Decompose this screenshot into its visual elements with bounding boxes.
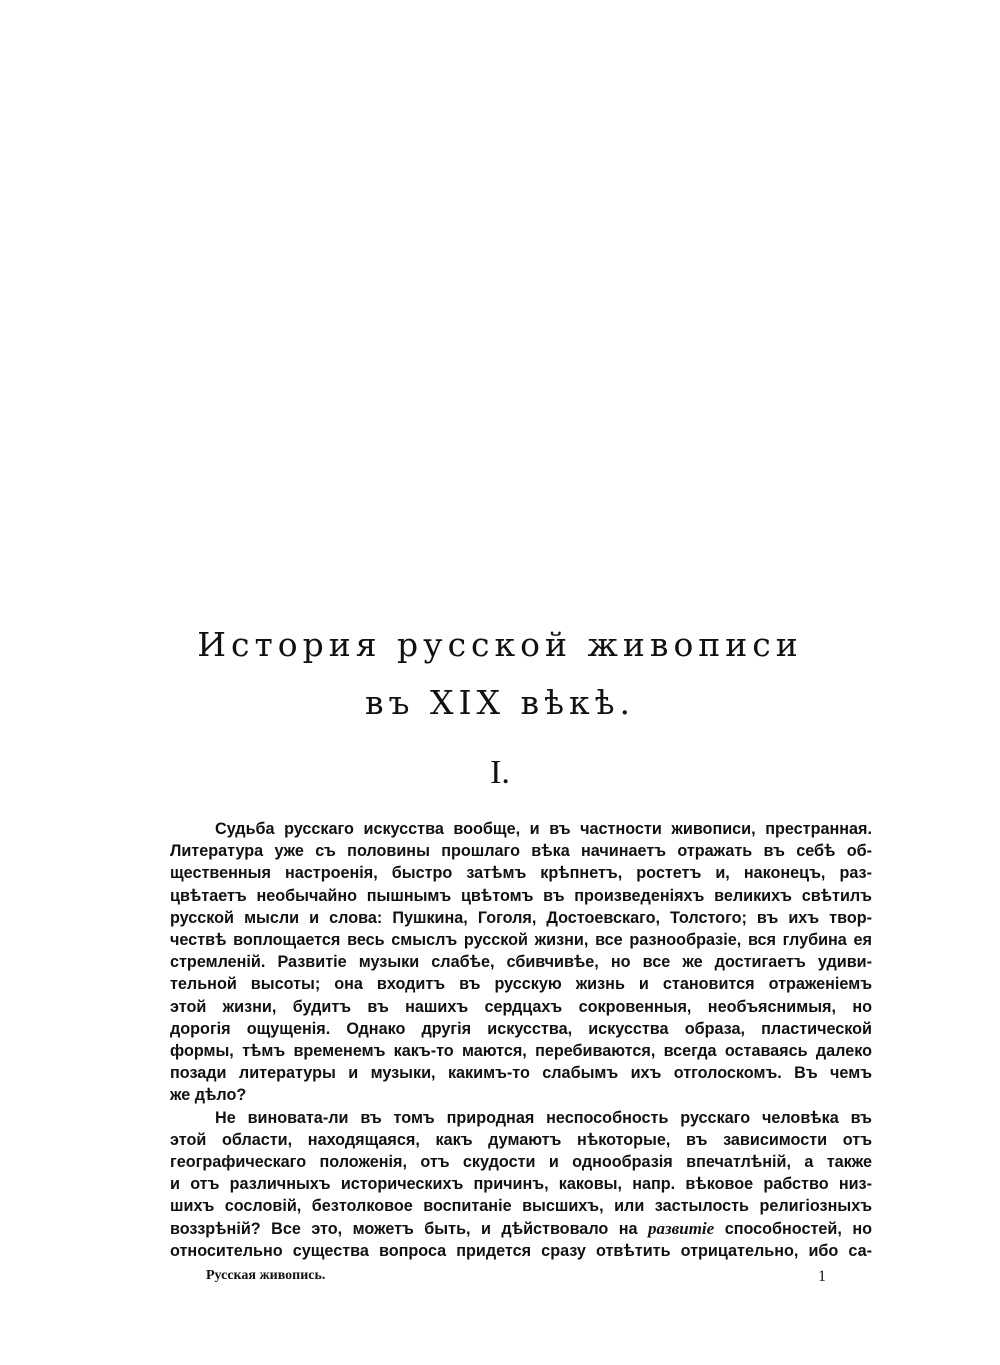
text-line: Не виновата-ли въ томъ природная неспособность русскаго человѣка въ	[215, 1108, 872, 1127]
running-footer-title: Русская живопись.	[206, 1268, 326, 1283]
text-line: цвѣтаетъ необычайно пышнымъ цвѣтомъ въ произведеніяхъ великихъ свѣтилъ	[170, 886, 872, 905]
text-line: шихъ сословій, безтолковое воспитаніе высшихъ, или застылость религіозныхъ	[170, 1197, 872, 1216]
text-line: дорогія ощущенія. Однако другія искусства, искусства образа, пластической	[170, 1019, 872, 1038]
text-line: щественныя настроенія, быстро затѣмъ крѣпнетъ, ростетъ и, наконецъ, раз-	[170, 864, 872, 883]
title-line-2: въ XIX вѣкѣ.	[364, 683, 636, 722]
paragraph-1	[170, 818, 872, 1107]
text-line: Судьба русскаго искусства вообще, и въ частности живописи, престранная.	[215, 820, 872, 838]
text-line: позади литературы и музыки, какимъ-то слабымъ ихъ отголоскомъ. Въ чемъ	[170, 1064, 872, 1083]
text-line: формы, тѣмъ временемъ какъ-то маются, перебиваются, всегда оставаясь далеко	[170, 1042, 872, 1061]
text-line: этой жизни, будитъ въ нашихъ сердцахъ сокровенныя, необъяснимыя, но	[170, 997, 872, 1016]
text-line: Литература уже съ половины прошлаго вѣка начинаетъ отражать въ себѣ об-	[170, 842, 872, 861]
text-segment: способностей, но	[724, 1219, 873, 1238]
title-line-1: История русской живописи	[197, 625, 803, 664]
italic-word: развитіе	[648, 1218, 715, 1238]
text-line: тельной высоты; она входитъ въ русскую жизнь и становится отраженіемъ	[170, 975, 872, 994]
text-segment: воззрѣній? Все это, можетъ быть, и дѣйствовало на	[170, 1219, 638, 1238]
text-line: этой области, находящаяся, какъ думаютъ нѣкоторые, въ зависимости отъ	[170, 1130, 872, 1149]
text-line: же дѣло?	[170, 1086, 247, 1105]
text-line: относительно существа вопроса придется сразу отвѣтить отрицательно, ибо са-	[170, 1241, 872, 1260]
text-line-with-italic	[170, 1218, 872, 1240]
text-line: географическаго положенія, отъ скудости и однообразія впечатлѣній, а также	[170, 1153, 872, 1172]
body-text	[170, 818, 872, 1262]
text-line: русской мысли и слова: Пушкина, Гоголя, Достоевскаго, Толстого; въ ихъ твор-	[170, 908, 872, 927]
text-line: стремленій. Развитіе музыки слабѣе, сбивчивѣе, но все же достигаетъ удиви-	[170, 953, 872, 972]
chapter-number: I.	[490, 754, 510, 791]
book-title	[0, 616, 1000, 732]
paragraph-2	[170, 1107, 872, 1262]
text-line: и отъ различныхъ историческихъ причинъ, каковы, напр. вѣковое рабство низ-	[170, 1175, 872, 1194]
page-number: 1	[818, 1268, 826, 1285]
text-line: чествѣ воплощается весь смыслъ русской жизни, все разнообразіе, вся глубина ея	[170, 931, 872, 950]
